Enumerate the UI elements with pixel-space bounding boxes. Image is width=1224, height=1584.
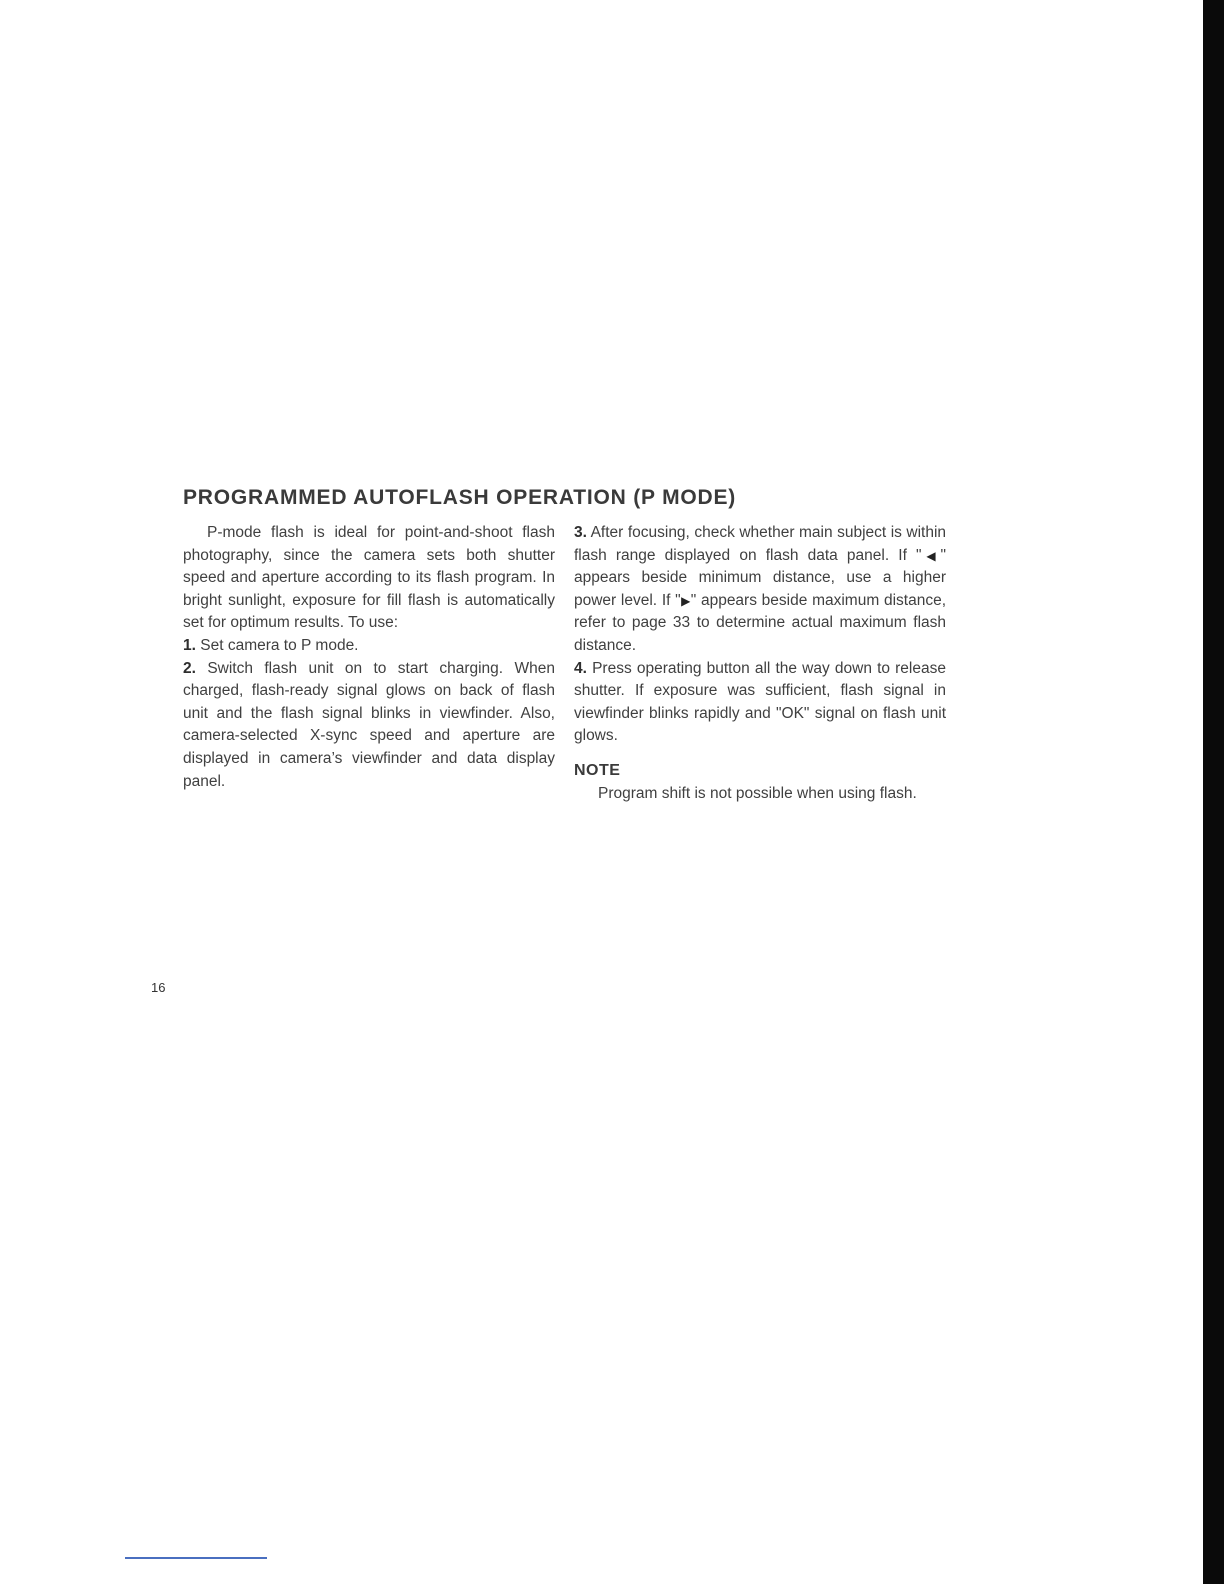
step-number: 2. <box>183 659 196 677</box>
note-heading: NOTE <box>574 761 621 779</box>
step-4 <box>574 658 946 748</box>
step-text: " appears beside maximum distance, refer to page 33 to determine actual maximum flash distance. <box>574 591 947 654</box>
right-arrow-icon: ▶ <box>680 593 691 608</box>
step-number: 4. <box>574 659 587 677</box>
page-edge-shadow <box>1203 0 1224 1584</box>
step-text: Switch flash unit on to start charging. When charged, flash-ready signal glows on back of flash unit and the flash signal blinks in viewfinder. Also, camera-selected X-sync speed and aperture are displayed in camera’s viewfinder and data display panel. <box>183 659 555 790</box>
step-text: " appears beside minimum distance, use a higher power level. If " <box>574 546 946 609</box>
step-text: Set camera to P mode. <box>200 636 359 654</box>
right-column <box>574 522 946 805</box>
page-title: PROGRAMMED AUTOFLASH OPERATION (P MODE) <box>183 486 737 509</box>
left-column <box>183 522 555 793</box>
step-3 <box>574 522 946 658</box>
left-arrow-icon: ◀ <box>921 548 941 563</box>
step-1 <box>183 635 555 658</box>
step-number: 3. <box>574 524 587 541</box>
page-number: 16 <box>151 980 166 995</box>
intro-paragraph: P-mode flash is ideal for point-and-shoot flash photography, since the camera sets both shutter speed and aperture according to its flash program. In bright sunlight, exposure for fill flash is automatically set for optimum results. To use: <box>183 524 555 632</box>
step-number: 1. <box>183 636 196 654</box>
step-text: After focusing, check whether main subject is within flash range displayed on flash data panel. If " <box>574 524 947 564</box>
bottom-divider <box>125 1557 267 1559</box>
note-text: Program shift is not possible when using flash. <box>598 784 917 802</box>
step-2 <box>183 658 555 794</box>
step-text: Press operating button all the way down to release shutter. If exposure was sufficient, flash signal in viewfinder blinks rapidly and "OK" signal on flash unit glows. <box>574 659 946 745</box>
